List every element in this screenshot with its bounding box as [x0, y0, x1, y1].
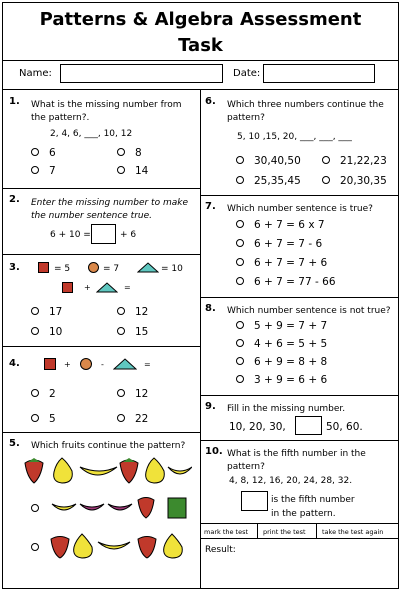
q9-text: Fill in the missing number.: [227, 404, 346, 414]
q3-number: 3.: [9, 262, 20, 273]
divider: [200, 195, 399, 196]
square-icon: [62, 282, 73, 293]
q10-answer-text: in the pattern.: [271, 509, 336, 519]
strawberry-icon: [120, 458, 138, 483]
column-divider: [200, 89, 201, 589]
q3-equals: =: [124, 283, 131, 292]
take-test-again-button[interactable]: take the test again: [322, 528, 384, 536]
radio-icon: [31, 504, 39, 512]
q6-number: 6.: [205, 96, 216, 107]
radio-icon: [236, 339, 244, 347]
fruit-pattern: [22, 455, 192, 485]
q6-option[interactable]: 30,40,50: [236, 155, 301, 167]
q2-equation-right: + 6: [120, 230, 137, 240]
q10-answer-box[interactable]: [241, 491, 268, 511]
radio-icon: [31, 148, 39, 156]
triangle-icon: [137, 262, 159, 273]
q5-number: 5.: [9, 438, 20, 449]
q1-option[interactable]: 14: [117, 165, 148, 177]
q2-text: Enter the missing number to make: [31, 198, 188, 208]
pear-icon: [54, 458, 73, 483]
radio-icon: [117, 307, 125, 315]
q8-option[interactable]: 6 + 9 = 8 + 8: [236, 356, 327, 368]
q3-option[interactable]: 17: [31, 306, 62, 318]
q3-option[interactable]: 15: [117, 326, 148, 338]
q8-option[interactable]: 4 + 6 = 5 + 5: [236, 338, 327, 350]
radio-icon: [236, 258, 244, 266]
q3-plus: +: [84, 283, 91, 292]
fruit-option-b: [48, 532, 198, 560]
divider: [2, 188, 200, 189]
q7-option[interactable]: 6 + 7 = 7 - 6: [236, 238, 322, 250]
q10-answer-text: is the fifth number: [271, 495, 355, 505]
radio-icon: [31, 307, 39, 315]
q8-number: 8.: [205, 303, 216, 314]
q2-number: 2.: [9, 194, 20, 205]
q2-equation-left: 6 + 10 =: [50, 230, 91, 240]
pear-icon: [146, 458, 165, 483]
title-line1: Patterns & Algebra Assessment: [39, 9, 362, 30]
circle-icon: [88, 262, 99, 273]
divider: [2, 60, 399, 61]
radio-icon: [31, 327, 39, 335]
radio-icon: [236, 375, 244, 383]
q1-text: What is the missing number from: [31, 100, 182, 110]
square-icon: [44, 358, 56, 370]
q1-option[interactable]: 8: [117, 147, 142, 159]
strawberry-icon: [25, 458, 43, 483]
q9-answer-box[interactable]: [295, 416, 322, 435]
q1-option[interactable]: 7: [31, 165, 56, 177]
radio-icon: [31, 166, 39, 174]
q7-option[interactable]: 6 + 7 = 77 - 66: [236, 276, 336, 288]
q3-option[interactable]: 10: [31, 326, 62, 338]
q8-option[interactable]: 3 + 9 = 6 + 6: [236, 374, 327, 386]
divider: [2, 346, 200, 347]
q6-text: pattern?: [227, 113, 265, 123]
radio-icon: [117, 389, 125, 397]
divider: [200, 297, 399, 298]
radio-icon: [236, 156, 244, 164]
radio-icon: [117, 166, 125, 174]
divider: [316, 523, 317, 538]
radio-icon: [322, 176, 330, 184]
name-field[interactable]: [60, 64, 223, 83]
q4-number: 4.: [9, 358, 20, 369]
q3-square-value: = 5: [54, 264, 71, 274]
radio-icon: [117, 414, 125, 422]
divider: [200, 523, 399, 524]
q6-option[interactable]: 25,35,45: [236, 175, 301, 187]
q5-option[interactable]: [31, 503, 49, 515]
q4-option[interactable]: 5: [31, 413, 56, 425]
radio-icon: [236, 357, 244, 365]
q10-sequence: 4, 8, 12, 16, 20, 24, 28, 32.: [229, 476, 353, 486]
q3-option[interactable]: 12: [117, 306, 148, 318]
q2-answer-box[interactable]: [91, 224, 116, 244]
q3-circle-value: = 7: [103, 264, 120, 274]
date-field[interactable]: [263, 64, 375, 83]
circle-icon: [80, 358, 92, 370]
q8-text: Which number sentence is not true?: [227, 306, 391, 316]
q10-number: 10.: [205, 446, 223, 457]
q10-text: What is the fifth number in the: [227, 449, 366, 459]
q6-option[interactable]: 20,30,35: [322, 175, 387, 187]
q4-plus: +: [64, 360, 71, 369]
radio-icon: [236, 176, 244, 184]
q5-text: Which fruits continue the pattern?: [31, 441, 186, 451]
mark-test-button[interactable]: mark the test: [204, 528, 249, 536]
q1-option[interactable]: 6: [31, 147, 56, 159]
triangle-icon: [113, 358, 137, 370]
radio-icon: [117, 148, 125, 156]
radio-icon: [322, 156, 330, 164]
divider: [200, 440, 399, 441]
banana-icon: [80, 467, 117, 475]
q4-minus: -: [101, 360, 104, 369]
q7-option[interactable]: 6 + 7 = 7 + 6: [236, 257, 327, 269]
radio-icon: [236, 277, 244, 285]
divider: [200, 538, 399, 539]
q6-option[interactable]: 21,22,23: [322, 155, 387, 167]
q9-sequence-left: 10, 20, 30,: [229, 421, 286, 433]
q7-number: 7.: [205, 201, 216, 212]
q4-option[interactable]: 2: [31, 388, 56, 400]
q6-sequence: 5, 10 ,15, 20, ___, ___, ___: [237, 132, 352, 142]
q7-text: Which number sentence is true?: [227, 204, 373, 214]
q4-option[interactable]: 12: [117, 388, 148, 400]
radio-icon: [236, 239, 244, 247]
square-icon: [38, 262, 49, 273]
q10-text: pattern?: [227, 462, 265, 472]
divider: [257, 523, 258, 538]
radio-icon: [117, 327, 125, 335]
radio-icon: [236, 321, 244, 329]
q1-text: the pattern?.: [31, 113, 90, 123]
divider: [2, 432, 200, 433]
q3-triangle-value: = 10: [161, 264, 183, 274]
q4-equals: =: [144, 360, 151, 369]
q9-sequence-right: 50, 60.: [326, 421, 363, 433]
radio-icon: [31, 389, 39, 397]
print-test-button[interactable]: print the test: [263, 528, 306, 536]
result-label: Result:: [205, 545, 236, 555]
title-line2: Task: [178, 35, 223, 56]
date-label: Date:: [233, 68, 261, 79]
q5-option[interactable]: [31, 542, 49, 554]
radio-icon: [236, 220, 244, 228]
triangle-icon: [96, 282, 118, 293]
q8-option[interactable]: 5 + 9 = 7 + 7: [236, 320, 327, 332]
q9-number: 9.: [205, 401, 216, 412]
radio-icon: [31, 414, 39, 422]
divider: [2, 254, 200, 255]
fruit-option-a: [50, 494, 195, 520]
q1-number: 1.: [9, 96, 20, 107]
banana-icon: [168, 467, 192, 474]
q1-sequence: 2, 4, 6, ___, 10, 12: [50, 129, 133, 139]
q6-text: Which three numbers continue the: [227, 100, 384, 110]
q4-option[interactable]: 22: [117, 413, 148, 425]
name-label: Name:: [19, 68, 52, 79]
divider: [200, 395, 399, 396]
q2-text: the number sentence true.: [31, 211, 152, 221]
radio-icon: [31, 543, 39, 551]
q7-option[interactable]: 6 + 7 = 6 x 7: [236, 219, 325, 231]
